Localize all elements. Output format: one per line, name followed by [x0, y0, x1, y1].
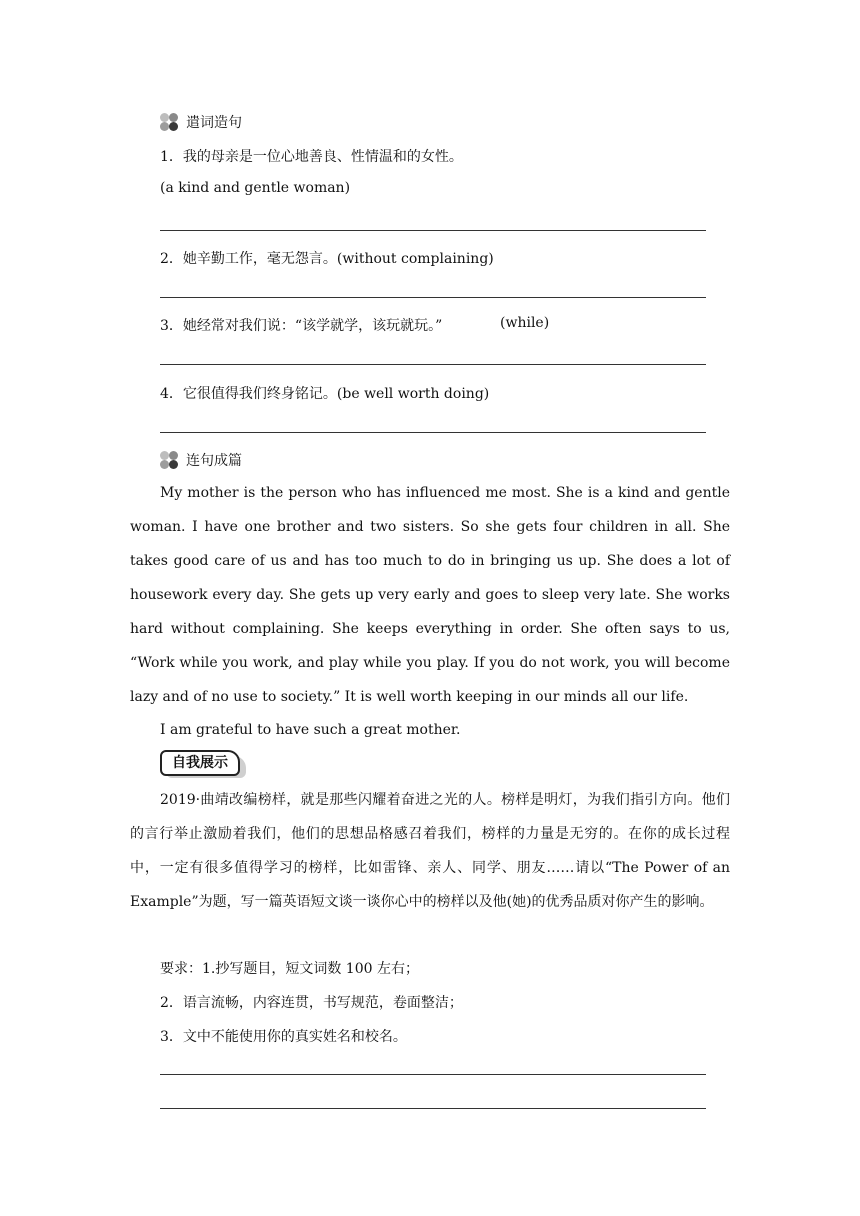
passage-paragraph-1: My mother is the person who has influenced me most. She is a kind and gentle woman. I have one brother and two sisters. So she gets four children in all. She takes good care of us and has too much to do in bringing us up. She does a lot of housework every day. She gets up very early and goes to sleep very late. She works hard without complaining. She keeps everything in order. She often says to us, “Work while you work, and play while you play. If you do not work, you will become lazy and of no use to society.” It is well worth keeping in our minds all our life.: [130, 485, 730, 705]
exercise-item-2: 2．她辛勤工作，毫无怨言。(without complaining): [160, 251, 494, 267]
requirement-2: 2．语言流畅，内容连贯，书写规范，卷面整洁；: [160, 995, 463, 1011]
section-title: 连句成篇: [186, 453, 242, 469]
answer-line-4[interactable]: [160, 432, 706, 433]
section-heading-word-choice: [160, 112, 242, 132]
exercise-hint-1: (a kind and gentle woman): [160, 180, 351, 196]
section-title: 遣词造句: [186, 115, 242, 131]
writing-line-2[interactable]: [160, 1108, 706, 1109]
writing-line-1[interactable]: [160, 1074, 706, 1075]
answer-line-2[interactable]: [160, 297, 706, 298]
passage-paragraph-2: I am grateful to have such a great mother.: [160, 722, 461, 738]
exercise-item-3: 3．她经常对我们说：“该学就学，该玩就玩。”: [160, 318, 443, 334]
requirement-3: 3．文中不能使用你的真实姓名和校名。: [160, 1029, 407, 1045]
self-showcase-badge: 自我展示: [160, 750, 240, 776]
clover-icon: [160, 113, 180, 131]
exercise-hint-3: (while): [500, 315, 550, 331]
exercise-item-4: 4．它很值得我们终身铭记。(be well worth doing): [160, 386, 490, 402]
exercise-item-1: 1．我的母亲是一位心地善良、性情温和的女性。: [160, 149, 463, 165]
writing-prompt: 2019·曲靖改编榜样，就是那些闪耀着奋进之光的人。榜样是明灯，为我们指引方向。他们的言行举止激励着我们，他们的思想品格感召着我们，榜样的力量是无穷的。在你的成长过程中，一定有很多值得学习的榜样，比如雷锋、亲人、同学、朋友……请以“The Power of an Example”为题，写一篇英语短文谈一谈你心中的榜样以及他(她)的优秀品质对你产生的影响。: [130, 792, 730, 910]
clover-icon: [160, 451, 180, 469]
section-heading-compose-passage: [160, 450, 242, 470]
answer-line-3[interactable]: [160, 364, 706, 365]
requirement-1: 要求：1.抄写题目，短文词数 100 左右；: [160, 961, 419, 977]
answer-line-1[interactable]: [160, 230, 706, 231]
